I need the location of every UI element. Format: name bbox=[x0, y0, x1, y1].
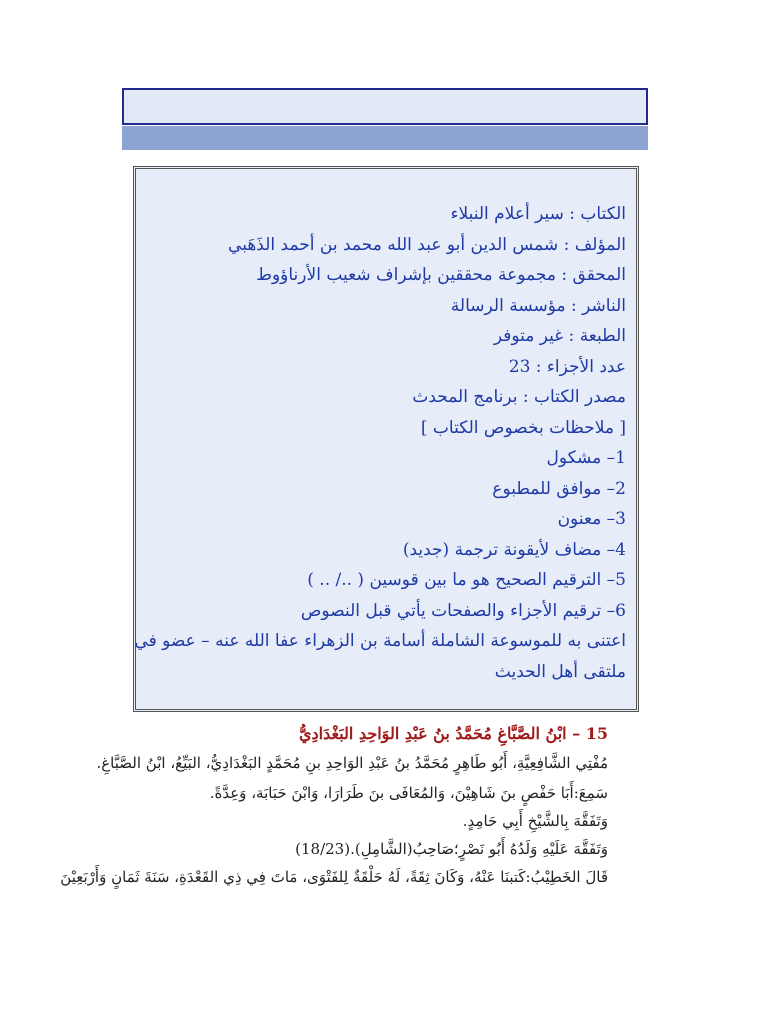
notes-heading: [ ملاحظات بخصوص الكتاب ] bbox=[420, 417, 626, 438]
header-band bbox=[122, 126, 648, 150]
biography-line-3: وَتَفَقَّهَ بِالشَّيْخِ أَبِي حَامِدٍ. bbox=[462, 812, 608, 830]
note-item-1: 1– مشكول bbox=[546, 448, 626, 468]
header-box bbox=[122, 88, 648, 125]
biography-line-1: مُفْتِي الشَّافِعِيَّةِ، أَبُو طَاهِرٍ مُحَمَّدُ بنُ عَبْدِ الوَاحِدِ بنِ مُحَمَّدٍ البَغْدَادِيُّ، البَيِّعُ، ابْنُ الصَّبَّاغِ. bbox=[96, 754, 608, 772]
author-line: المؤلف : شمس الدين أبو عبد الله محمد بن أحمد الذَهَبي bbox=[228, 234, 626, 255]
note-item-2: 2– موافق للمطبوع bbox=[492, 478, 626, 499]
volumes-line: عدد الأجزاء : 23 bbox=[508, 356, 626, 377]
book-info-panel bbox=[133, 166, 639, 712]
note-item-3: 3– معنون bbox=[557, 509, 626, 529]
biography-line-2: سَمِعَ:أَبَا حَفْصٍ بنَ شَاهِيْنَ، وَالمُعَافَى بنَ طَرَارَا، وَابْنَ حَبَابَة، وَعِدَّةً. bbox=[209, 784, 608, 802]
biography-line-5: قَالَ الخَطِيْبُ:كَتبنَا عَنْهُ، وَكَانَ ثِقَةً، لَهُ حَلْقَةٌ لِلفَتْوَى، مَاتَ فِي ذِي القَعْدَةِ، سَنَةَ ثَمَانٍ وَأَرْبَعِيْنَ bbox=[60, 868, 608, 886]
biography-line-4: وَتَفَقَّهَ عَلَيْهِ وَلَدُهُ أَبُو نَصْرٍ؛صَاحِبُ(الشَّامِلِ).(18/23) bbox=[295, 840, 608, 858]
source-line: مصدر الكتاب : برنامج المحدث bbox=[412, 387, 626, 407]
note-item-4: 4– مضاف لأيقونة ترجمة (جديد) bbox=[402, 539, 626, 560]
book-title-line: الكتاب : سير أعلام النبلاء bbox=[450, 204, 626, 224]
edition-line: الطبعة : غير متوفر bbox=[493, 326, 626, 346]
editor-line: المحقق : مجموعة محققين بإشراف شعيب الأرناؤوط bbox=[256, 265, 626, 285]
note-item-6: 6– ترقيم الأجزاء والصفحات يأتي قبل النصوص bbox=[300, 600, 626, 621]
credit-line-2: ملتقى أهل الحديث bbox=[494, 661, 626, 682]
note-item-5: 5– الترقيم الصحيح هو ما بين قوسين ( ../ .. ) bbox=[307, 570, 626, 590]
credit-line-1: اعتنى به للموسوعة الشاملة أسامة بن الزهراء عفا الله عنه – عضو في bbox=[134, 631, 626, 651]
book-info-list bbox=[134, 199, 626, 687]
biography-title: 15 – ابْنُ الصَّبَّاغِ مُحَمَّدُ بنُ عَبْدِ الوَاحِدِ البَغْدَادِيُّ bbox=[299, 724, 608, 743]
publisher-line: الناشر : مؤسسة الرسالة bbox=[450, 295, 626, 316]
